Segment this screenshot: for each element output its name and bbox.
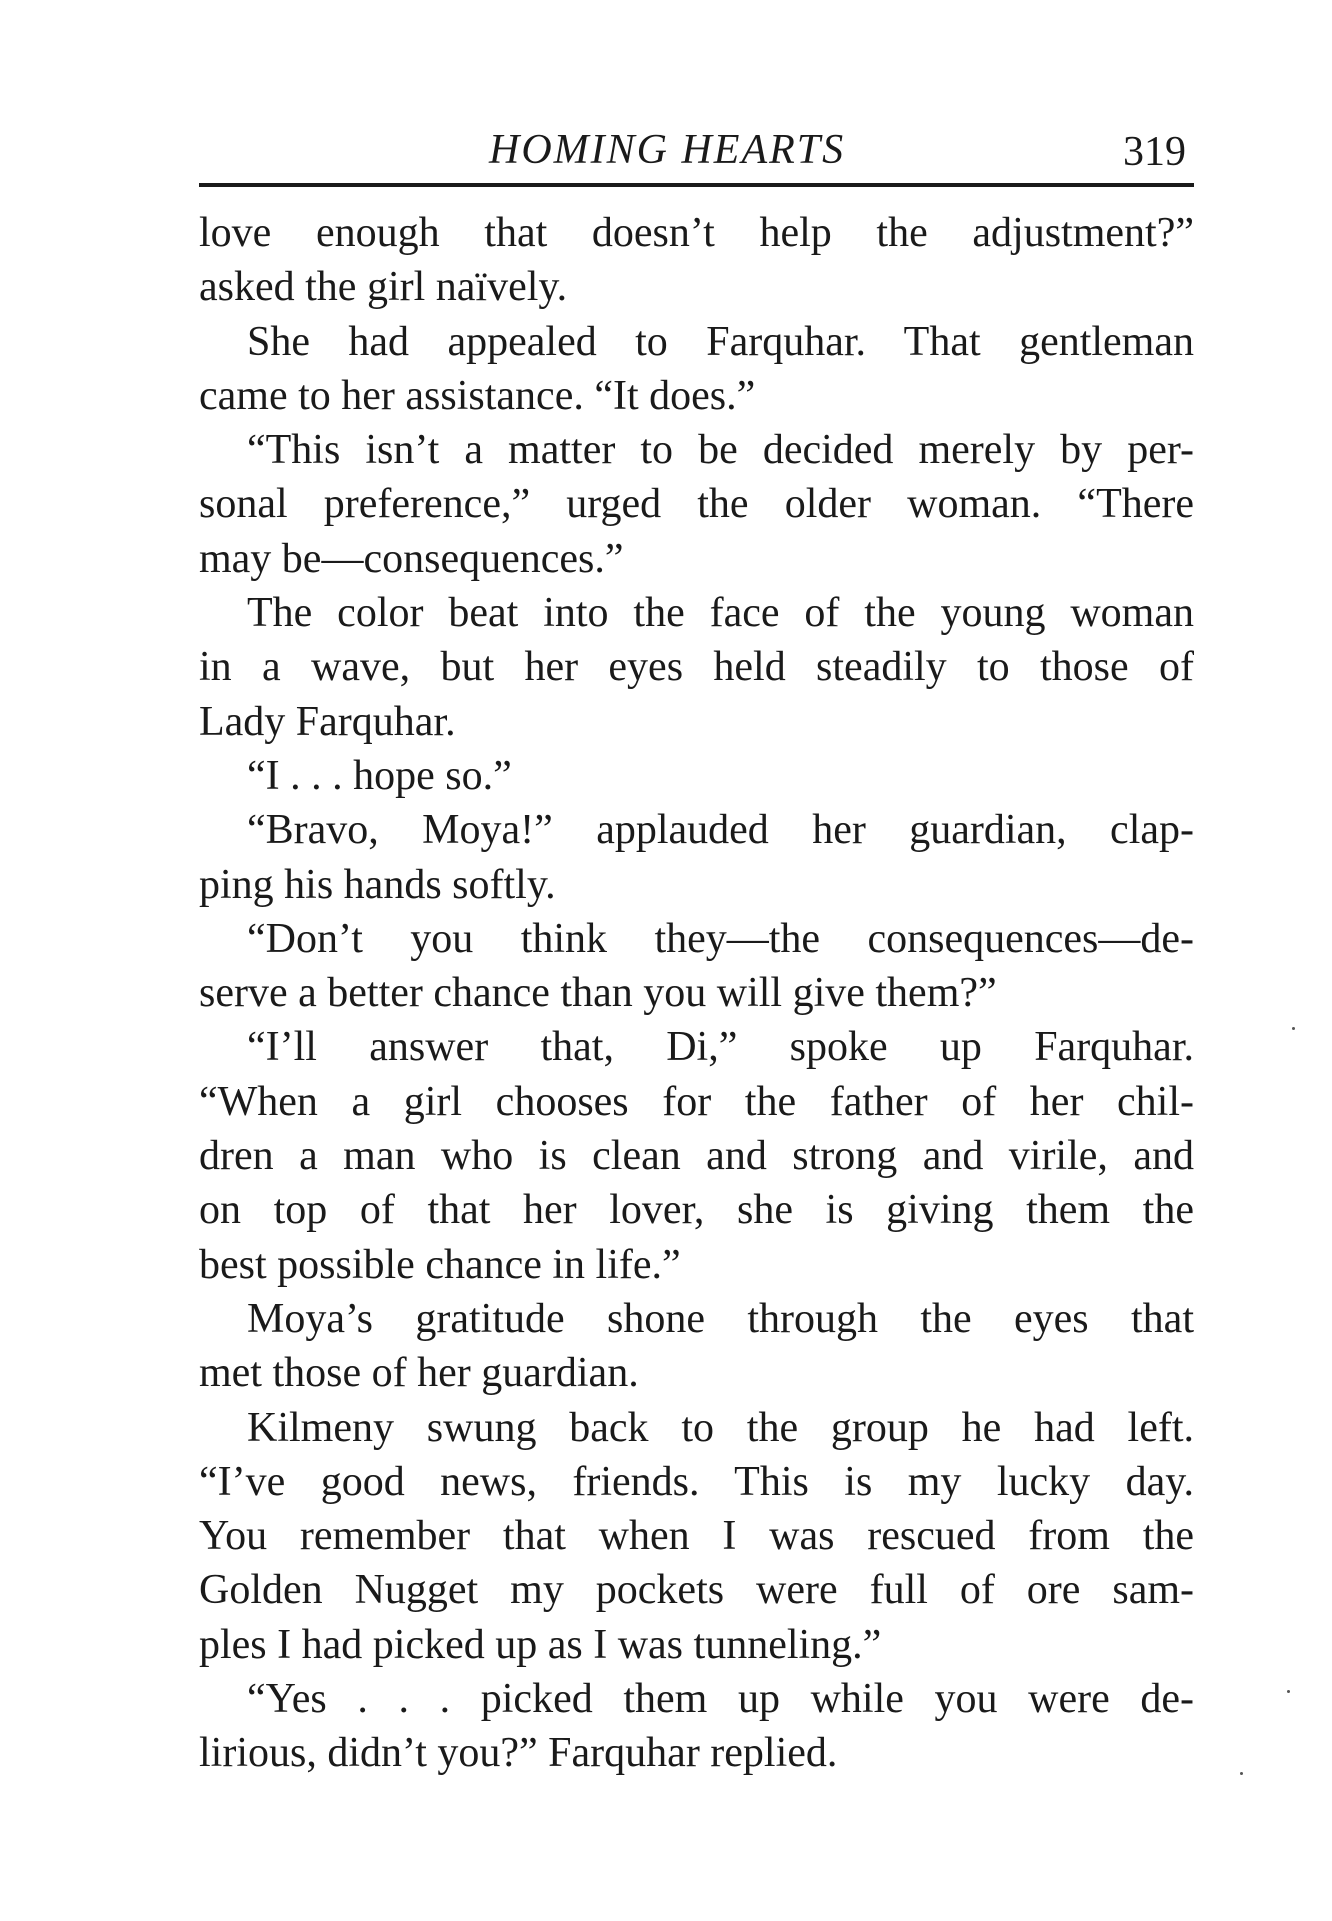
text-line: ping his hands softly. (199, 861, 556, 908)
page-header (199, 118, 1194, 174)
text-line: on top of that her lover, she is giving them the (199, 1187, 1194, 1234)
header-rule (199, 183, 1194, 187)
text-line: dren a man who is clean and strong and virile, and (199, 1133, 1194, 1180)
text-line: Lady Farquhar. (199, 698, 456, 745)
text-line: “Don’t you think they—the consequences—de- (247, 915, 1194, 962)
text-line: came to her assistance. “It does.” (199, 372, 756, 419)
text-line: “I’ve good news, friends. This is my lucky day. (199, 1458, 1194, 1505)
text-line: The color beat into the face of the young woman (247, 590, 1194, 637)
text-line: lirious, didn’t you?” Farquhar replied. (199, 1730, 838, 1777)
text-line: Moya’s gratitude shone through the eyes that (247, 1295, 1194, 1342)
text-line: “When a girl chooses for the father of her chil- (199, 1078, 1194, 1125)
text-line: “I’ll answer that, Di,” spoke up Farquhar. (247, 1024, 1194, 1071)
text-line: asked the girl naïvely. (199, 264, 568, 311)
text-line: met those of her guardian. (199, 1350, 639, 1397)
page-number: 319 (1123, 129, 1186, 175)
paper-speck (1240, 1772, 1243, 1775)
text-line: serve a better chance than you will give them?” (199, 970, 997, 1017)
running-title: HOMING HEARTS (489, 127, 846, 173)
text-line: “This isn’t a matter to be decided merely by per- (247, 427, 1194, 474)
text-line: love enough that doesn’t help the adjustment?” (199, 210, 1194, 256)
text-line: “Yes . . . picked them up while you were de- (247, 1676, 1194, 1723)
body-text (199, 206, 1194, 1781)
text-line: ples I had picked up as I was tunneling.” (199, 1621, 882, 1668)
text-line: Kilmeny swung back to the group he had left. (247, 1404, 1194, 1451)
text-line: “Bravo, Moya!” applauded her guardian, clap- (247, 807, 1194, 854)
text-line: may be—consequences.” (199, 535, 624, 582)
text-line: Golden Nugget my pockets were full of ore sam- (199, 1567, 1194, 1614)
text-line: in a wave, but her eyes held steadily to those of (199, 644, 1194, 691)
text-line: “I . . . hope so.” (247, 752, 512, 799)
text-line: You remember that when I was rescued from the (199, 1513, 1194, 1560)
paper-speck (1292, 1027, 1295, 1030)
text-line: She had appealed to Farquhar. That gentleman (247, 318, 1194, 365)
text-line: sonal preference,” urged the older woman. “There (199, 481, 1194, 528)
text-line: best possible chance in life.” (199, 1241, 681, 1288)
paper-speck (1287, 1690, 1290, 1693)
